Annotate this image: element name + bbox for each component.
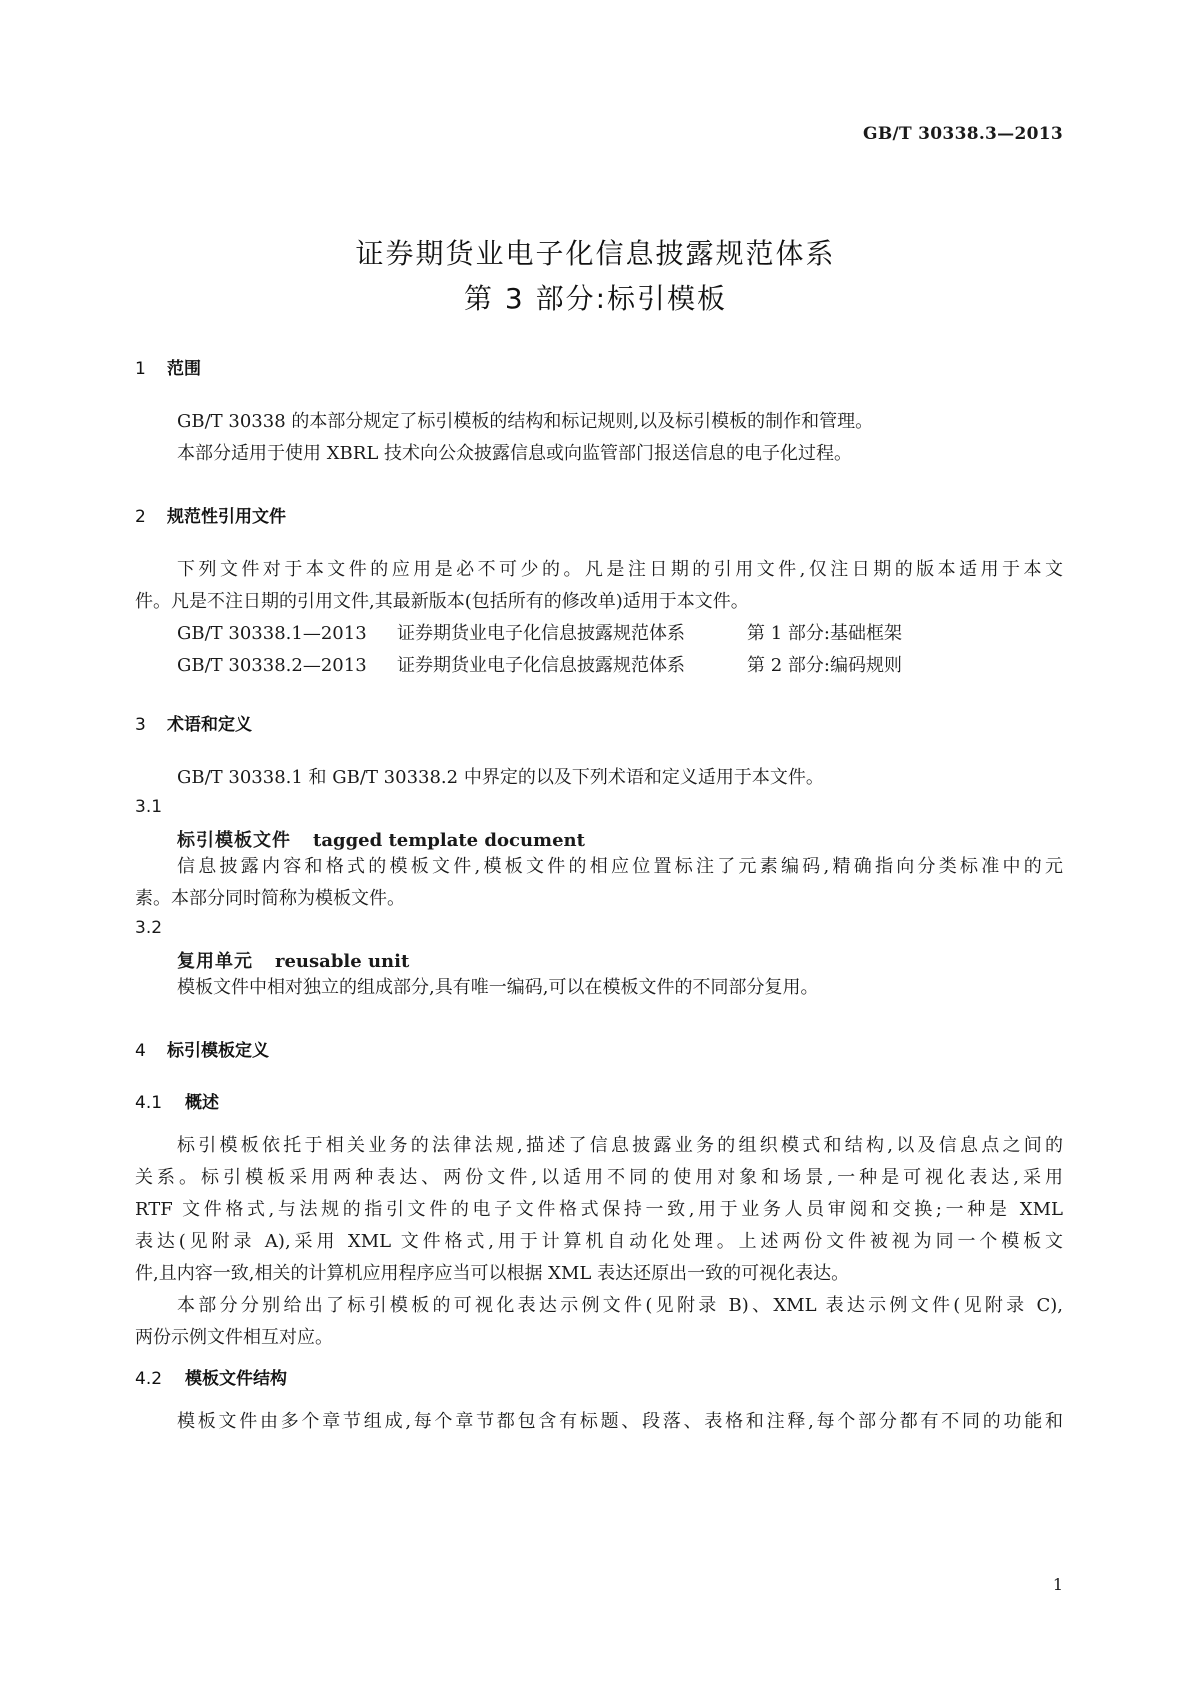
paragraph-line: 标引模板依托于相关业务的法律法规,描述了信息披露业务的组织模式和结构,以及信息点之间的 bbox=[177, 1135, 1063, 1156]
subsection-number: 4.2 bbox=[135, 1369, 163, 1389]
document-subtitle: 第 3 部分:标引模板 bbox=[463, 282, 728, 315]
section-heading-2 bbox=[135, 502, 286, 527]
section-number: 1 bbox=[135, 359, 146, 379]
subsection-title: 概述 bbox=[185, 1093, 219, 1113]
paragraph: GB/T 30338 的本部分规定了标引模板的结构和标记规则,以及标引模板的制作和管理。 bbox=[177, 411, 874, 432]
standard-code: GB/T 30338.3—2013 bbox=[863, 124, 1063, 144]
term-definition-line: 素。本部分同时简称为模板文件。 bbox=[135, 888, 405, 909]
section-title: 范围 bbox=[167, 359, 201, 379]
section-title: 术语和定义 bbox=[167, 715, 252, 735]
reference-part: 第 2 部分:编码规则 bbox=[747, 655, 902, 676]
subsection-heading-4-1 bbox=[135, 1088, 219, 1113]
term-english: tagged template document bbox=[313, 830, 585, 851]
term-definition-line: 模板文件中相对独立的组成部分,具有唯一编码,可以在模板文件的不同部分复用。 bbox=[177, 977, 819, 998]
section-heading-3 bbox=[135, 710, 252, 735]
section-number: 3 bbox=[135, 715, 146, 735]
term-english: reusable unit bbox=[275, 951, 410, 972]
page-number: 1 bbox=[1052, 1575, 1063, 1594]
reference-part: 第 1 部分:基础框架 bbox=[747, 623, 902, 644]
section-heading-1 bbox=[135, 354, 201, 379]
reference-entry bbox=[177, 618, 902, 650]
term-chinese: 复用单元 bbox=[177, 951, 253, 972]
term-definition-line: 信息披露内容和格式的模板文件,模板文件的相应位置标注了元素编码,精确指向分类标准中的元 bbox=[177, 856, 1063, 877]
reference-title: 证券期货业电子化信息披露规范体系 bbox=[397, 655, 685, 676]
reference-entry bbox=[177, 650, 902, 682]
paragraph-line: 本部分分别给出了标引模板的可视化表达示例文件(见附录 B)、XML 表达示例文件(见附录 C), bbox=[177, 1295, 1063, 1316]
paragraph-line: 件,且内容一致,相关的计算机应用程序应当可以根据 XML 表达还原出一致的可视化表达。 bbox=[135, 1263, 850, 1284]
term-entry bbox=[177, 947, 409, 973]
paragraph-line: 两份示例文件相互对应。 bbox=[135, 1327, 333, 1348]
reference-code: GB/T 30338.2—2013 bbox=[177, 655, 367, 676]
section-number: 4 bbox=[135, 1041, 146, 1061]
section-number: 2 bbox=[135, 507, 146, 527]
section-title: 标引模板定义 bbox=[167, 1041, 269, 1061]
paragraph-line: 关系。标引模板采用两种表达、两份文件,以适用不同的使用对象和场景,一种是可视化表达,采用 bbox=[135, 1167, 1063, 1188]
term-number: 3.2 bbox=[135, 918, 163, 938]
paragraph-line: RTF 文件格式,与法规的指引文件的电子文件格式保持一致,用于业务人员审阅和交换;一种是 XML bbox=[135, 1199, 1063, 1220]
subsection-title: 模板文件结构 bbox=[185, 1369, 287, 1389]
term-entry bbox=[177, 826, 585, 852]
reference-code: GB/T 30338.1—2013 bbox=[177, 623, 367, 644]
term-number: 3.1 bbox=[135, 797, 163, 817]
subsection-number: 4.1 bbox=[135, 1093, 163, 1113]
document-title: 证券期货业电子化信息披露规范体系 bbox=[355, 237, 836, 270]
term-chinese: 标引模板文件 bbox=[177, 830, 291, 851]
paragraph-line: 下列文件对于本文件的应用是必不可少的。凡是注日期的引用文件,仅注日期的版本适用于本文 bbox=[177, 559, 1063, 580]
paragraph-line: 模板文件由多个章节组成,每个章节都包含有标题、段落、表格和注释,每个部分都有不同的功能和 bbox=[177, 1411, 1063, 1432]
section-title: 规范性引用文件 bbox=[167, 507, 286, 527]
subsection-heading-4-2 bbox=[135, 1364, 287, 1389]
reference-title: 证券期货业电子化信息披露规范体系 bbox=[397, 623, 685, 644]
paragraph-line: 表达(见附录 A),采用 XML 文件格式,用于计算机自动化处理。上述两份文件被视为同一个模板文 bbox=[135, 1231, 1063, 1252]
paragraph-line: 件。凡是不注日期的引用文件,其最新版本(包括所有的修改单)适用于本文件。 bbox=[135, 591, 749, 612]
section-heading-4 bbox=[135, 1036, 269, 1061]
paragraph: GB/T 30338.1 和 GB/T 30338.2 中界定的以及下列术语和定义适用于本文件。 bbox=[177, 767, 824, 788]
paragraph: 本部分适用于使用 XBRL 技术向公众披露信息或向监管部门报送信息的电子化过程。 bbox=[177, 443, 852, 464]
